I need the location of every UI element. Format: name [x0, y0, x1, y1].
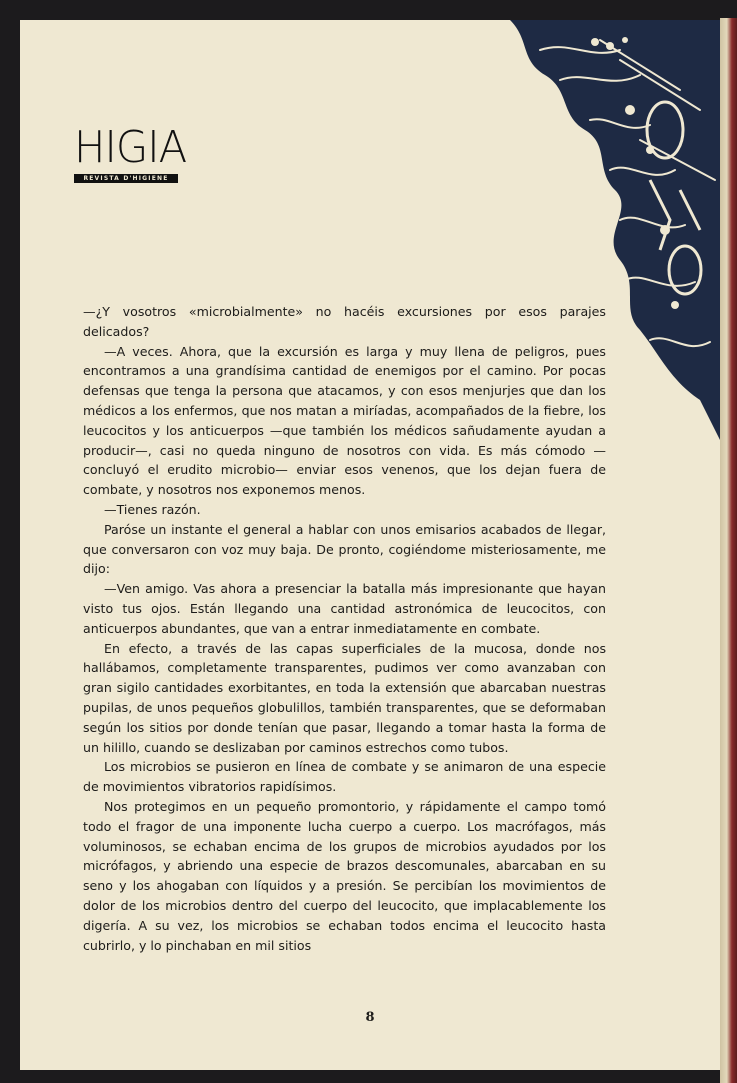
article-paragraph: Nos protegimos en un pequeño promontorio, y rápidamente el campo tomó todo el fragor de una imponente lucha cuerpo a cuerpo. Los macrófagos, más voluminosos, se echaban encima de los grupos de microbios ayudados por los micrófagos, y abriendo una especie de brazos descomunales, abarcaban en su seno y los ahogaban con líquidos y a presión. Se percibían los movimientos de dolor de los microbios dentro del cuerpo del leucocito, que implacablemente los digería. A su vez, los microbios se echaban todos encima el leucocito hasta cubrirlo, y lo pinchaban en mil sitios — [83, 798, 606, 953]
masthead-logo — [74, 122, 187, 196]
article-paragraph: Los microbios se pusieron en línea de combate y se animaron de una especie de movimientos vibratorios rapidísimos. — [83, 759, 606, 795]
masthead-subtitle: REVISTA D'HIGIENE — [74, 174, 178, 183]
masthead-title: HIGIA — [74, 122, 187, 173]
article-paragraph: —Tienes razón. — [104, 501, 201, 517]
page-number: 8 — [365, 1010, 375, 1025]
article-body — [83, 302, 606, 955]
article-paragraph: —Ven amigo. Vas ahora a presenciar la batalla más impresionante que hayan visto tus ojos. Están llegando una cantidad astronómica de leucocitos, con anticuerpos abundantes, que van a entrar inmediatamente en combate. — [83, 581, 606, 636]
article-paragraph: Paróse un instante el general a hablar con unos emisarios acabados de llegar, que conversaron con voz muy baja. De pronto, cogiéndome misteriosamente, me dijo: — [83, 521, 606, 577]
magazine-spine-edge — [720, 18, 737, 1083]
article-paragraph: —A veces. Ahora, que la excursión es larga y muy llena de peligros, pues encontramos a una grandísima cantidad de enemigos por el camino. Por pocas defensas que tenga la persona que atacamos, y con esos menjurjes que dan los médicos a los enfermos, que nos matan a miríadas, acompañados de la fiebre, los leucocitos y los anticuerpos —que también los médicos sañudamente ayudan a producir—, casi no queda ninguno de nosotros con vida. Es más cómodo —concluyó el erudito microbio— enviar esos venenos, que los dejan fuera de combate, y nosotros nos exponemos menos. — [83, 343, 606, 498]
article-paragraph: En efecto, a través de las capas superficiales de la mucosa, donde nos hallábamos, completamente transparentes, pudimos ver como avanzaban con gran sigilo cantidades exorbitantes, en toda la extensión que abarcaban nuestras pupilas, de unos pequeños globulillos, también transparentes, que se deformaban según los sitios por donde tenían que pasar, llegando a tomar hasta la forma de un hilillo, cuando se deslizaban por caminos estrechos como tubos. — [83, 640, 606, 755]
magazine-page — [20, 20, 720, 1070]
article-paragraph: —¿Y vosotros «microbialmente» no hacéis excursiones por esos parajes delicados? — [83, 304, 606, 339]
